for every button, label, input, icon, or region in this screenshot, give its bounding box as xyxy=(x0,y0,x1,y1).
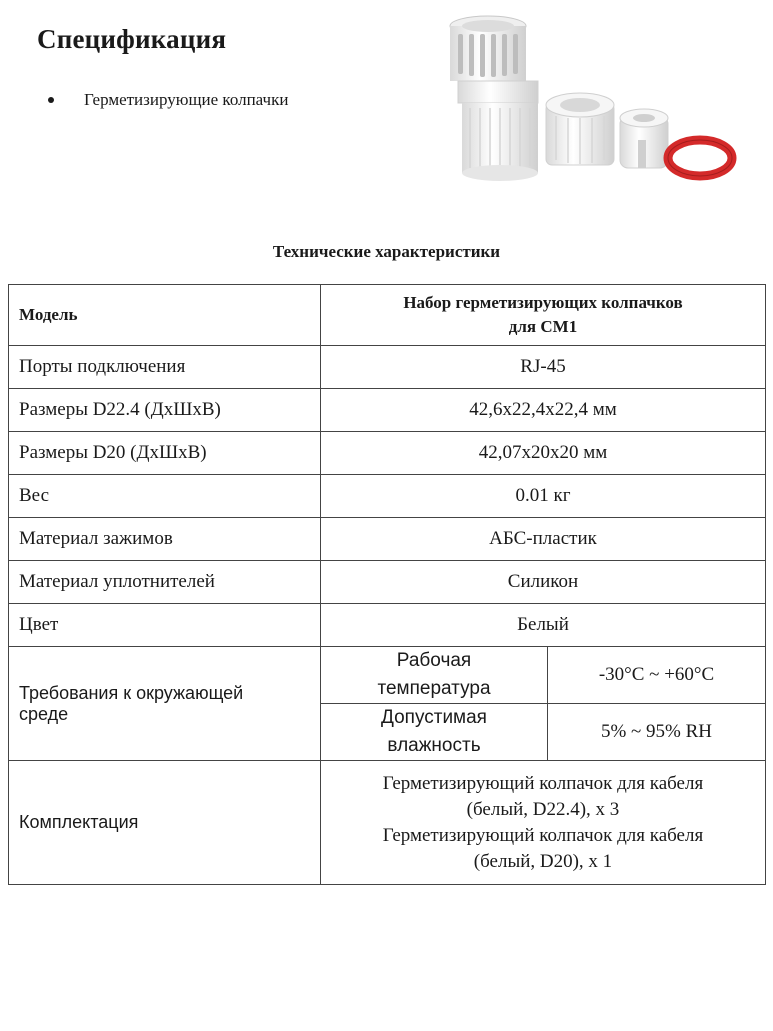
row-value: 42,07x20x20 мм xyxy=(321,432,766,475)
kit-line: Герметизирующий колпачок для кабеля xyxy=(382,772,704,794)
temperature-label-line: температура xyxy=(377,678,491,699)
row-value: АБС-пластик xyxy=(321,518,766,561)
seal-ring-part xyxy=(668,140,732,176)
row-label: Материал уплотнителей xyxy=(9,561,321,604)
kit-value xyxy=(321,761,766,885)
kit-line: (белый, D20), x 1 xyxy=(473,850,613,872)
row-label: Размеры D20 (ДхШхВ) xyxy=(9,432,321,475)
temperature-label xyxy=(321,647,548,704)
table-row xyxy=(9,389,766,432)
list-item-text: Герметизирующие колпачки xyxy=(84,90,289,109)
table-header-row xyxy=(9,285,766,346)
row-label: Цвет xyxy=(9,604,321,647)
table-row xyxy=(9,518,766,561)
row-value: RJ-45 xyxy=(321,346,766,389)
row-value: 0.01 кг xyxy=(321,475,766,518)
humidity-label-line: Допустимая xyxy=(381,707,487,728)
table-row xyxy=(9,561,766,604)
row-value: 42,6x22,4x22,4 мм xyxy=(321,389,766,432)
row-value: Белый xyxy=(321,604,766,647)
list-item xyxy=(48,90,288,110)
temperature-label-line: Рабочая xyxy=(396,650,472,671)
row-label: Размеры D22.4 (ДхШхВ) xyxy=(9,389,321,432)
row-label: Вес xyxy=(9,475,321,518)
gland-body-part xyxy=(458,81,538,181)
gland-insert-part xyxy=(620,109,668,168)
page-title: Спецификация xyxy=(37,24,227,54)
gland-nut-part xyxy=(546,93,614,165)
table-row xyxy=(9,604,766,647)
row-label: Материал зажимов xyxy=(9,518,321,561)
table-row-environment xyxy=(9,647,766,704)
table-row xyxy=(9,475,766,518)
temperature-value: -30°C ~ +60°C xyxy=(548,647,766,704)
header-value-line: для СМ1 xyxy=(508,317,578,336)
kit-line: (белый, D22.4), x 3 xyxy=(466,798,620,820)
header-value-line: Набор герметизирующих колпачков xyxy=(403,293,683,312)
gland-claw-part xyxy=(450,16,526,81)
environment-label-line: Требования к окружающей xyxy=(19,682,244,703)
humidity-label xyxy=(321,704,548,761)
row-value: Силикон xyxy=(321,561,766,604)
humidity-value: 5% ~ 95% RH xyxy=(548,704,766,761)
kit-line: Герметизирующий колпачок для кабеля xyxy=(382,824,704,846)
humidity-label-line: влажность xyxy=(387,735,481,756)
header-value-cell xyxy=(321,285,766,346)
table-row xyxy=(9,432,766,475)
header-label-cell: Модель xyxy=(9,285,321,346)
spec-table xyxy=(8,284,766,885)
environment-label-line: среде xyxy=(19,703,69,724)
kit-label: Комплектация xyxy=(9,761,321,885)
bullet-list xyxy=(48,90,288,110)
table-caption: Технические характеристики xyxy=(272,242,501,261)
bullet-icon xyxy=(48,97,54,103)
environment-label xyxy=(9,647,321,761)
cable-gland-set-image xyxy=(438,8,738,188)
table-row xyxy=(9,346,766,389)
table-row-kit xyxy=(9,761,766,885)
row-label: Порты подключения xyxy=(9,346,321,389)
